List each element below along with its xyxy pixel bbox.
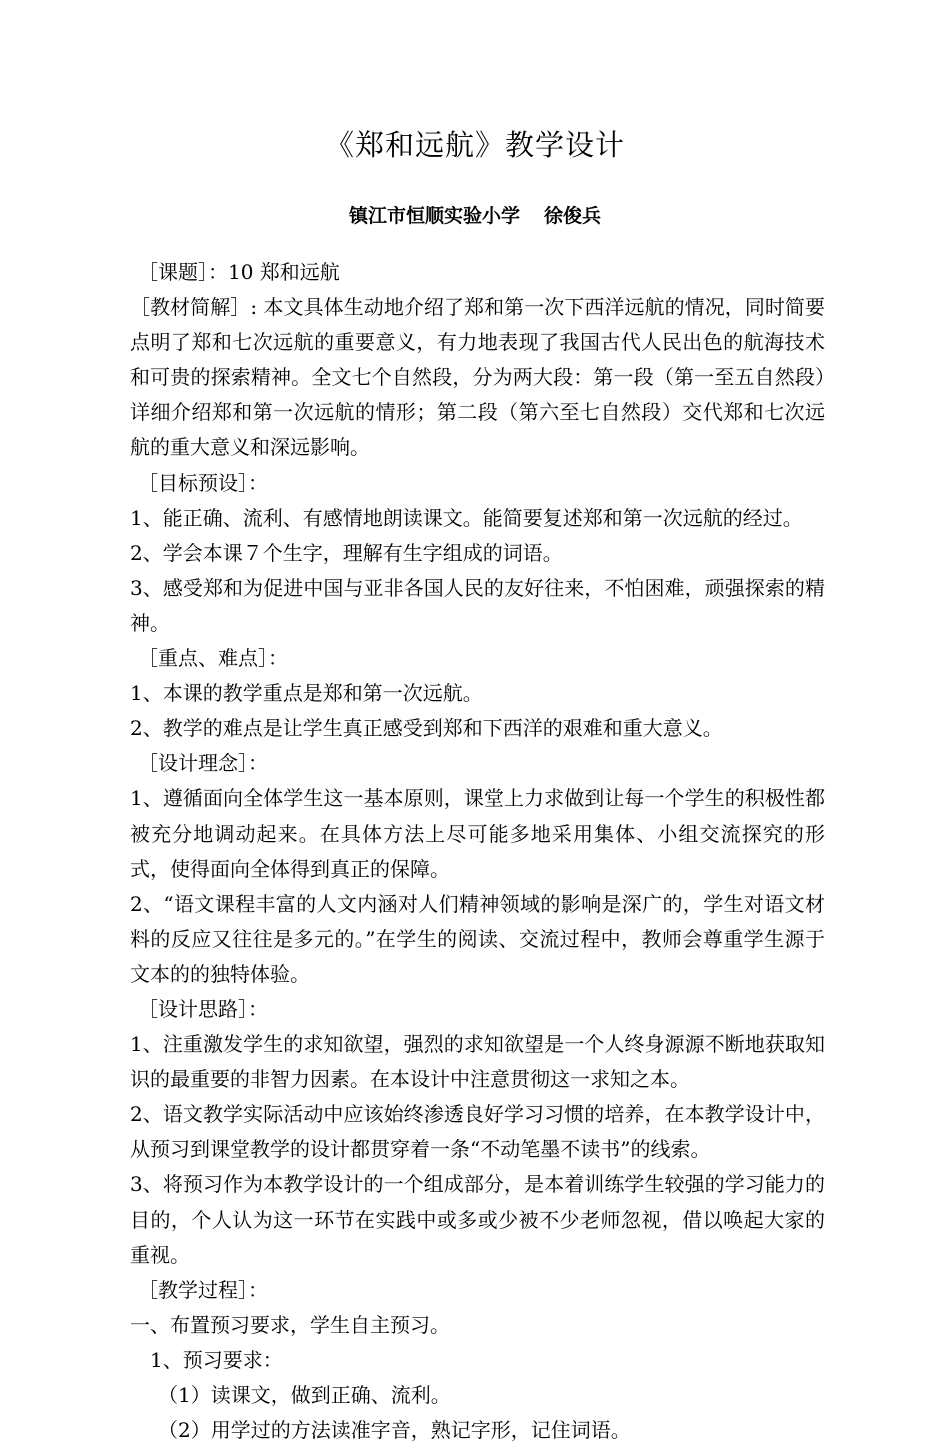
- material-intro-paragraph: ［教材简解］: 本文具体生动地介绍了郑和第一次下西洋远航的情况，同时简要点明了郑和七次远航的重要意义，有力地表现了我国古代人民出色的航海技术和可贵的探索精神。全文七个自然段，分为两大段：第一段（第一至五自然段）详细介绍郑和第一次远航的情形；第二段（第六至七自然段）交代郑和七次远航的重大意义和深远影响。: [130, 295, 825, 460]
- process-subitem: （1）读课文，做到正确、流利。: [158, 1383, 451, 1407]
- concept-item: 1、遵循面向全体学生这一基本原则，课堂上力求做到让每一个学生的积极性都被充分地调动起来。在具体方法上尽可能多地采用集体、小组交流探究的形式，使得面向全体得到真正的保障。: [130, 786, 825, 881]
- process-subitem: （2）用学过的方法读准字音，熟记字形，记住词语。: [158, 1418, 631, 1443]
- document-title: 《郑和远航》教学设计: [324, 128, 625, 162]
- goal-item: 2、学会本课７个生字，理解有生字组成的词语。: [130, 540, 563, 565]
- goal-item: 1、能正确、流利、有感情地朗读课文。能简要复述郑和第一次远航的经过。: [130, 505, 803, 530]
- author-line: [0, 198, 950, 234]
- focus-item: 1、本课的教学重点是郑和第一次远航。: [130, 681, 483, 706]
- focus-heading: ［重点、难点］：: [138, 646, 288, 671]
- document-body: [130, 255, 825, 1448]
- goal-item: 3、感受郑和为促进中国与亚非各国人民的友好往来，不怕困难，顽强探索的精神。: [130, 575, 825, 635]
- process-heading: ［教学过程］：: [138, 1277, 268, 1302]
- thinking-item: 3、将预习作为本教学设计的一个组成部分，是本着训练学生较强的学习能力的目的，个人认为这一环节在实践中或多或少被不少老师忽视，借以唤起大家的重视。: [130, 1172, 825, 1267]
- thinking-item: 2、语文教学实际活动中应该始终渗透良好学习习惯的培养，在本教学设计中，从预习到课堂教学的设计都贯穿着一条“不动笔墨不读书”的线索。: [130, 1102, 825, 1162]
- concept-item: 2、“语文课程丰富的人文内涵对人们精神领域的影响是深广的，学生对语文材料的反应又往往是多元的。”在学生的阅读、交流过程中，教师会尊重学生源于文本的的独特体验。: [130, 891, 825, 986]
- focus-item: 2、教学的难点是让学生真正感受到郑和下西洋的艰难和重大意义。: [130, 716, 723, 741]
- thinking-item: 1、注重激发学生的求知欲望，强烈的求知欲望是一个人终身源源不断地获取知识的最重要的非智力因素。在本设计中注意贯彻这一求知之本。: [130, 1032, 825, 1092]
- process-step: 一、布置预习要求，学生自主预习。: [130, 1312, 450, 1337]
- concept-heading: ［设计理念］：: [138, 751, 268, 776]
- thinking-heading: ［设计思路］：: [138, 996, 268, 1021]
- author-name: 徐俊兵: [544, 205, 602, 227]
- process-substep: 1、预习要求：: [150, 1347, 283, 1372]
- goals-heading: ［目标预设］：: [138, 470, 268, 495]
- lesson-heading: ［课题］：10 郑和远航: [138, 260, 340, 284]
- author-school: 镇江市恒顺实验小学: [348, 205, 520, 227]
